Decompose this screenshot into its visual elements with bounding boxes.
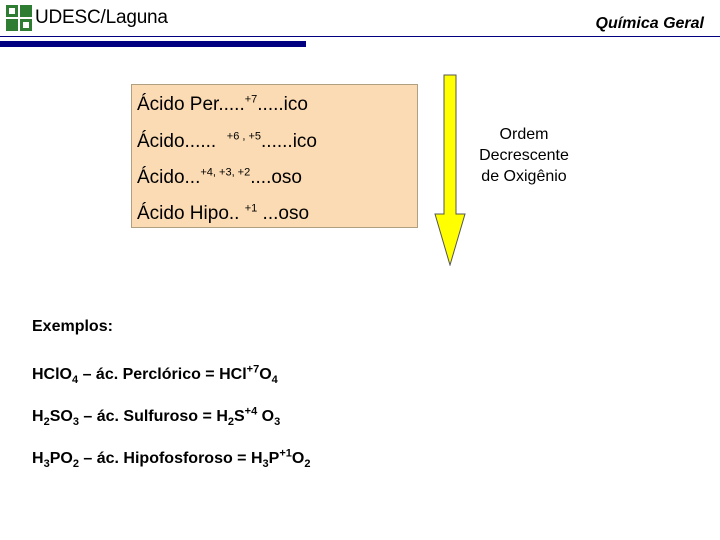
acid-line-hipo-oso: Ácido Hipo.. $^{+1}$ ...oso [137, 202, 310, 224]
example-h3po2: $H_3PO_2$ – ác. Hipofosforoso = $H_3P^{+1}O_2$ [32, 447, 311, 471]
example-hclo4: HClO$_4$ – ác. Perclórico = $HCl^{+7}O_4$ [32, 363, 278, 387]
acid-line-oso: Ácido...$^{+4, +3, +2}$....oso [137, 166, 302, 188]
examples-title: Exemplos: [32, 318, 113, 335]
acid-line-ico: Ácido...... $^{+6 , +5}$......ico [137, 130, 317, 152]
order-label: Ordem Decrescente de Oxigênio [479, 126, 569, 185]
header-rule-thick [0, 41, 306, 47]
acid-line-per-ico: Ácido Per.....$^{+7}$.....ico [137, 93, 308, 115]
logo-text: UDESC/Laguna [35, 7, 168, 28]
example-h2so3: $H_2SO_3$ – ác. Sulfuroso = $H_2S^{+4}$ $O_3$ [32, 405, 281, 429]
page-title: Química Geral [595, 15, 704, 32]
header-rule [0, 36, 720, 37]
udesc-logo-icon [5, 4, 33, 32]
udesc-logo [5, 3, 168, 33]
